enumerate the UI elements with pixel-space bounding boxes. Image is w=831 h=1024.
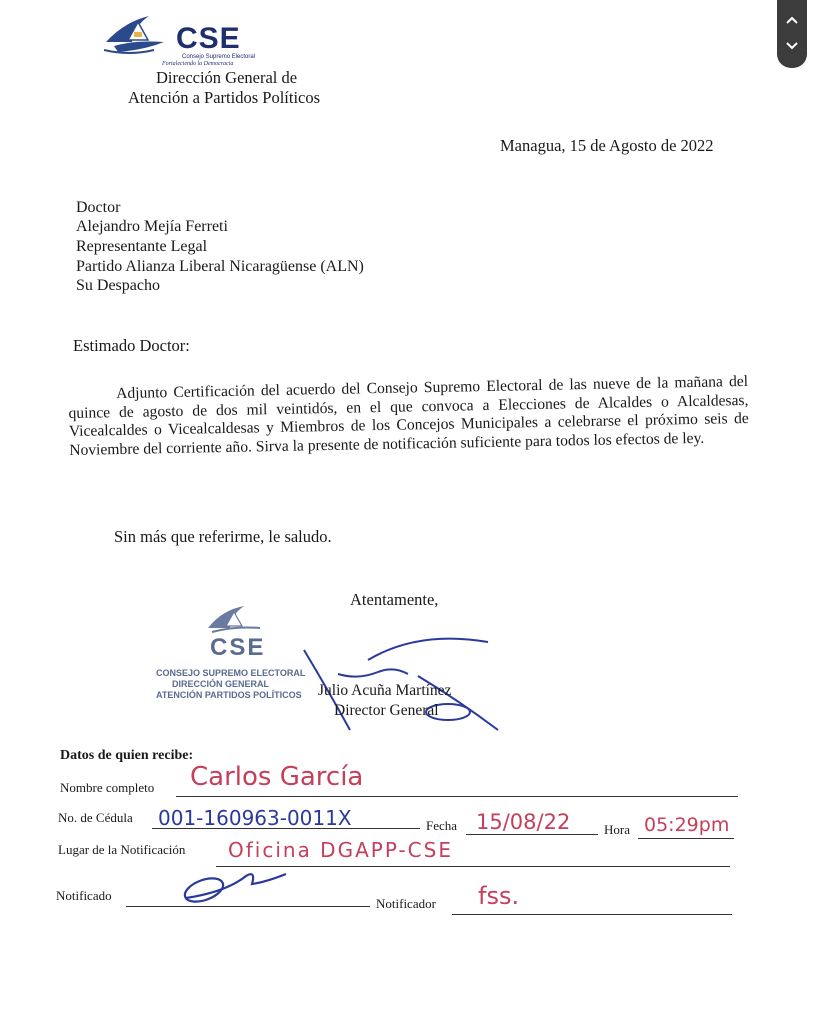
signer-name: Julio Acuña Martínez: [318, 682, 452, 699]
letter-body: [68, 373, 749, 460]
chevron-down-icon: [782, 36, 802, 56]
scroll-down-button[interactable]: [782, 36, 802, 56]
department-line-1: Dirección General de: [156, 68, 298, 87]
recipient-line-5: Su Despacho: [76, 277, 160, 294]
place-handwritten: Oficina DGAPP-CSE: [228, 838, 453, 862]
signer-title: Director General: [334, 702, 439, 719]
department-line-2: Atención a Partidos Políticos: [128, 88, 321, 107]
id-label: No. de Cédula: [58, 810, 133, 825]
recipient-line-2: Alejandro Mejía Ferreti: [76, 218, 228, 235]
date-label: Fecha: [426, 818, 458, 833]
chevron-up-icon: [782, 10, 802, 30]
time-handwritten: 05:29pm: [644, 814, 730, 836]
time-label: Hora: [604, 822, 630, 837]
notified-label: Notificado: [56, 888, 112, 903]
time-line: [638, 838, 734, 839]
stamp-line-2: DIRECCIÓN GENERAL: [172, 679, 270, 689]
notifier-label: Notificador: [376, 896, 436, 911]
recipient-signature: [176, 862, 296, 906]
name-line: [176, 796, 738, 797]
cse-logo: [104, 12, 284, 67]
closing-line: Sin más que referirme, le saludo.: [114, 527, 332, 546]
recipient-line-1: Doctor: [76, 199, 121, 216]
name-label: Nombre completo: [60, 780, 155, 795]
receipt-title: Datos de quien recibe:: [60, 748, 194, 763]
place-label: Lugar de la Notificación: [58, 842, 186, 857]
logo-motto: Fortaleciendo la Democracia: [162, 61, 234, 67]
stamp-logo-text: CSE: [210, 634, 266, 661]
logo-text: CSE: [176, 22, 241, 55]
name-handwritten: Carlos García: [190, 762, 364, 792]
recipient-line-3: Representante Legal: [76, 238, 208, 255]
notifier-line: [452, 914, 732, 915]
letter-date: Managua, 15 de Agosto de 2022: [500, 136, 714, 155]
stamp-line-3: ATENCIÓN PARTIDOS POLÍTICOS: [156, 690, 302, 700]
notified-line: [126, 906, 370, 907]
scroll-up-button[interactable]: [782, 10, 802, 30]
recipient-line-4: Partido Alianza Liberal Nicaragüense (ALN): [76, 258, 364, 275]
page-scroll-control: [777, 0, 807, 68]
date-handwritten: 15/08/22: [476, 810, 571, 834]
logo-subtitle: Consejo Supremo Electoral: [182, 54, 256, 60]
stamp-line-1: CONSEJO SUPREMO ELECTORAL: [156, 668, 306, 678]
notifier-handwritten: fss.: [478, 882, 520, 910]
regards: Atentamente,: [350, 590, 439, 609]
id-handwritten: 001-160963-0011X: [158, 806, 352, 830]
date-line: [466, 834, 598, 835]
salutation: Estimado Doctor:: [73, 336, 190, 355]
cse-emblem-icon: [104, 12, 174, 60]
stamp-emblem-icon: [204, 604, 264, 638]
letter-body-text: Adjunto Certificación del acuerdo del Consejo Supremo Electoral de las nueve de la mañana del quince de agosto de dos mil veintidós, en el que convoca a Elecciones de Alcaldes o Alcaldesas, Vicealcaldes o Vicealcaldesas y Miembros de los Concejos Municipales a celebrarse el próximo seis de Noviembre del corriente año. Sirva la presente de notificación suficiente para todos los efectos de ley.: [68, 372, 749, 459]
